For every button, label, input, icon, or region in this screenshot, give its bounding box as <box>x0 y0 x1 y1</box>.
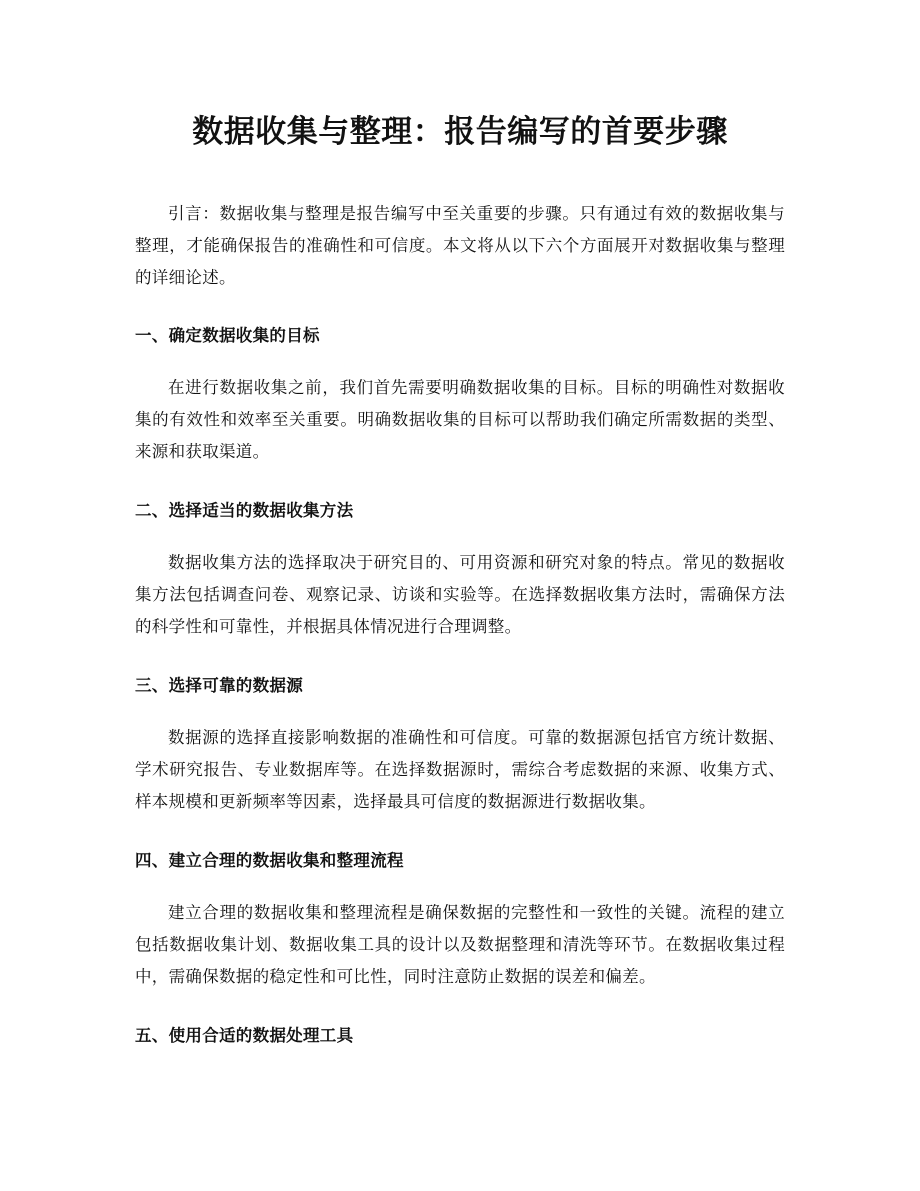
section-3-heading: 三、选择可靠的数据源 <box>135 676 303 695</box>
section-2-heading: 二、选择适当的数据收集方法 <box>135 501 354 520</box>
section-1-body: 在进行数据收集之前，我们首先需要明确数据收集的目标。目标的明确性对数据收集的有效性和效率至关重要。明确数据收集的目标可以帮助我们确定所需数据的类型、来源和获取渠道。 <box>135 378 785 461</box>
document-title: 数据收集与整理：报告编写的首要步骤 <box>192 114 728 150</box>
section-3-body: 数据源的选择直接影响数据的准确性和可信度。可靠的数据源包括官方统计数据、学术研究报告、专业数据库等。在选择数据源时，需综合考虑数据的来源、收集方式、样本规模和更新频率等因素，选择最具可信度的数据源进行数据收集。 <box>135 728 785 811</box>
section-5-heading: 五、使用合适的数据处理工具 <box>135 1026 354 1045</box>
section-4-body: 建立合理的数据收集和整理流程是确保数据的完整性和一致性的关键。流程的建立包括数据收集计划、数据收集工具的设计以及数据整理和清洗等环节。在数据收集过程中，需确保数据的稳定性和可比性，同时注意防止数据的误差和偏差。 <box>135 903 785 986</box>
section-4-heading: 四、建立合理的数据收集和整理流程 <box>135 851 404 870</box>
intro-paragraph: 引言：数据收集与整理是报告编写中至关重要的步骤。只有通过有效的数据收集与整理，才能确保报告的准确性和可信度。本文将从以下六个方面展开对数据收集与整理的详细论述。 <box>135 204 785 287</box>
section-2-body: 数据收集方法的选择取决于研究目的、可用资源和研究对象的特点。常见的数据收集方法包括调查问卷、观察记录、访谈和实验等。在选择数据收集方法时，需确保方法的科学性和可靠性，并根据具体情况进行合理调整。 <box>135 553 785 636</box>
section-1-heading: 一、确定数据收集的目标 <box>135 326 320 345</box>
